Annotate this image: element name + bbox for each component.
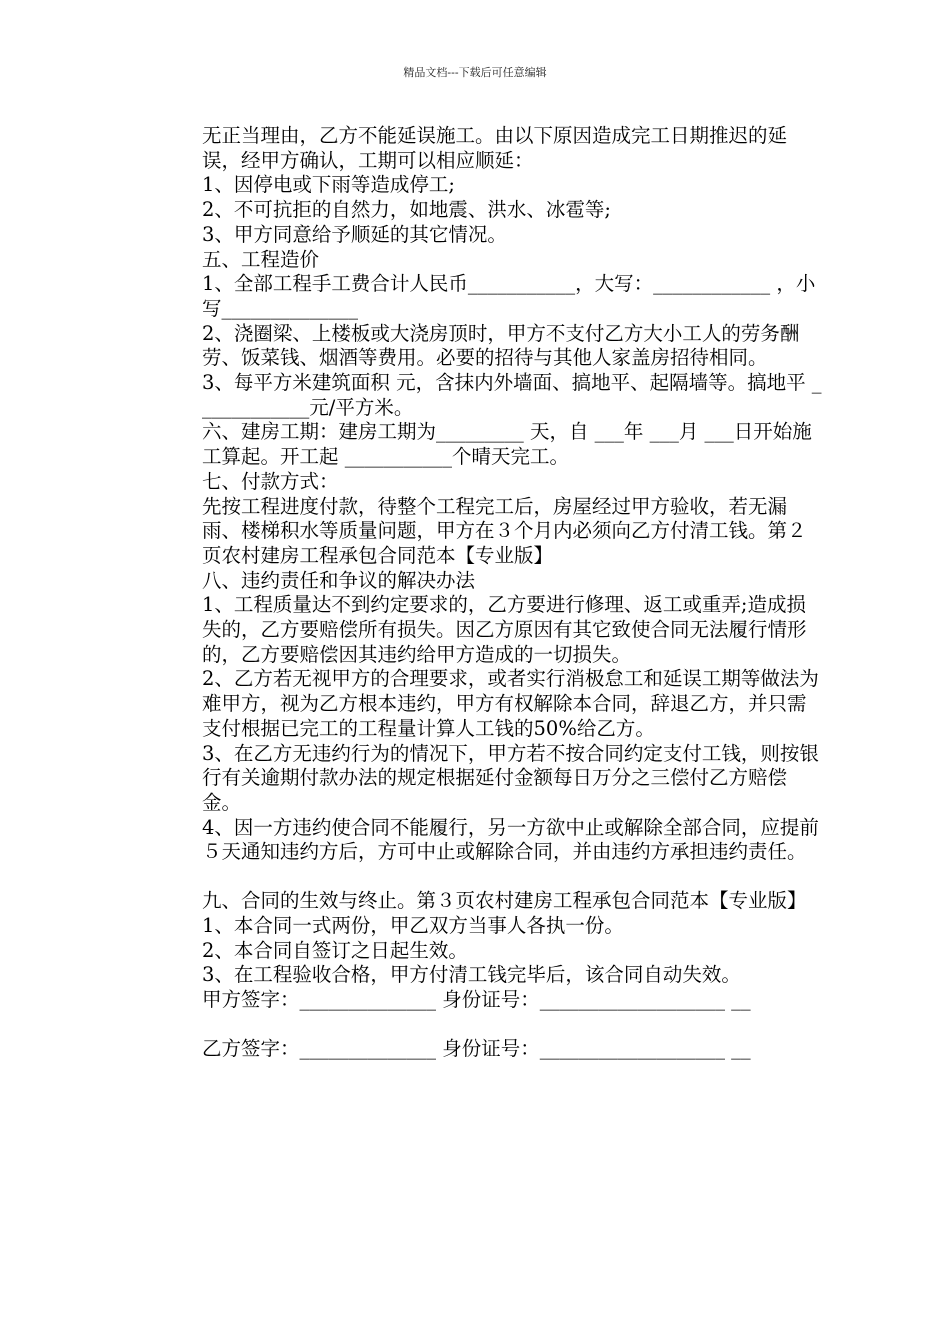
cost-item-3: 3、每平方米建筑面积 元，含抹内外墙面、搞地平、起隔墙等。搞地平 ____________元/平方米。 xyxy=(202,371,822,419)
cost-item-2: 2、浇圈梁、上楼板或大浇房顶时，甲方不支付乙方大小工人的劳务酬劳、饭菜钱、烟酒等费用。必要的招待与其他人家盖房招待相同。 xyxy=(202,321,800,370)
section-heading-6: 六、建房工期：建房工期为_________ 天，自 ___年 ___月 ___日开始施工算起。开工起 ___________个晴天完工。 xyxy=(202,420,812,469)
breach-item-1: 1、工程质量达不到约定要求的，乙方要进行修理、返工或重弄;造成损失的，乙方要赔偿所有损失。因乙方原因有其它致使合同无法履行情形的，乙方要赔偿因其违约给甲方造成的一切损失。 xyxy=(202,593,807,666)
breach-item-4: 4、因一方违约使合同不能履行，另一方欲中止或解除全部合同，应提前５天通知违约方后，方可中止或解除合同，并由违约方承担违约责任。 xyxy=(202,815,819,864)
delay-item-2: 2、不可抗拒的自然力，如地震、洪水、冰雹等; xyxy=(202,198,611,222)
breach-item-3: 3、在乙方无违约行为的情况下，甲方若不按合同约定支付工钱，则按银行有关逾期付款办法的规定根据延付金额每日万分之三偿付乙方赔偿金。 xyxy=(202,741,819,814)
section-heading-8: 八、违约责任和争议的解决办法 xyxy=(202,568,476,592)
section-heading-9: 九、合同的生效与终止。第３页农村建房工程承包合同范本【专业版】 xyxy=(202,889,807,913)
paragraph-delay: 无正当理由，乙方不能延误施工。由以下原因造成完工日期推迟的延误，经甲方确认，工期可以相应顺延： xyxy=(202,124,788,172)
blank-line xyxy=(145,1013,825,1037)
document-body xyxy=(145,124,825,1061)
validity-item-2: 2、本合同自签订之日起生效。 xyxy=(202,938,468,962)
section-heading-5: 五、工程造价 xyxy=(202,247,320,271)
delay-item-3: 3、甲方同意给予顺延的其它情况。 xyxy=(202,222,507,246)
blank-line xyxy=(145,865,825,889)
breach-item-2: 2、乙方若无视甲方的合理要求，或者实行消极怠工和延误工期等做法为难甲方，视为乙方根本违约，甲方有权解除本合同，辞退乙方，并只需支付根据已完工的工程量计算人工钱的50%给乙方。 xyxy=(202,667,819,740)
cost-item-1: 1、全部工程手工费合计人民币___________，大写：____________ ，小写______________ xyxy=(202,272,816,320)
delay-item-1: 1、因停电或下雨等造成停工; xyxy=(202,173,455,197)
payment-paragraph: 先按工程进度付款，待整个工程完工后，房屋经过甲方验收，若无漏雨、楼梯积水等质量问题，甲方在３个月内必须向乙方付清工钱。第２页农村建房工程承包合同范本【专业版】 xyxy=(202,494,807,567)
page-header: 精品文档---下载后可任意编辑 xyxy=(403,66,547,79)
validity-item-1: 1、本合同一式两份，甲乙双方当事人各执一份。 xyxy=(202,913,624,937)
party-a-signature-line: 甲方签字：______________ 身份证号：___________________ __ xyxy=(202,987,751,1011)
validity-item-3: 3、在工程验收合格，甲方付清工钱完毕后，该合同自动失效。 xyxy=(202,963,741,987)
party-b-signature-line: 乙方签字：______________ 身份证号：___________________ __ xyxy=(202,1036,751,1060)
section-heading-7: 七、付款方式： xyxy=(202,469,339,493)
